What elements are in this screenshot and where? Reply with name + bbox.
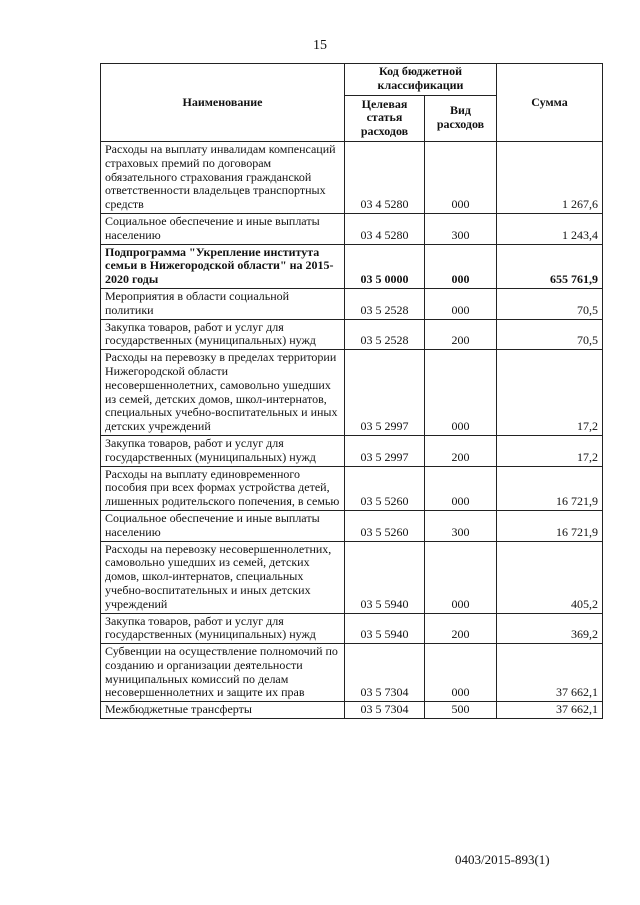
row-target-article: 03 4 5280 <box>345 213 425 244</box>
row-expense-type: 300 <box>425 510 497 541</box>
row-sum: 1 243,4 <box>497 213 603 244</box>
table-row <box>101 288 603 319</box>
row-sum: 17,2 <box>497 350 603 436</box>
table-row <box>101 350 603 436</box>
row-name: Закупка товаров, работ и услуг для государственных (муниципальных) нужд <box>101 435 345 466</box>
row-sum: 655 761,9 <box>497 244 603 288</box>
row-sum: 1 267,6 <box>497 142 603 214</box>
row-target-article: 03 5 2528 <box>345 319 425 350</box>
row-name: Социальное обеспечение и иные выплаты населению <box>101 213 345 244</box>
header-name: Наименование <box>101 64 345 142</box>
row-expense-type: 000 <box>425 288 497 319</box>
row-expense-type: 000 <box>425 466 497 510</box>
table-row <box>101 702 603 719</box>
row-target-article: 03 5 5940 <box>345 613 425 644</box>
row-expense-type: 200 <box>425 435 497 466</box>
budget-table <box>100 63 603 719</box>
row-name: Расходы на выплату единовременного пособия при всех формах устройства детей, лишенных родительского попечения, в семью <box>101 466 345 510</box>
row-expense-type: 200 <box>425 319 497 350</box>
row-expense-type: 000 <box>425 541 497 613</box>
row-expense-type: 500 <box>425 702 497 719</box>
table-row <box>101 435 603 466</box>
row-target-article: 03 5 5260 <box>345 466 425 510</box>
row-expense-type: 000 <box>425 142 497 214</box>
row-name: Закупка товаров, работ и услуг для государственных (муниципальных) нужд <box>101 319 345 350</box>
header-sum: Сумма <box>497 64 603 142</box>
table-row <box>101 244 603 288</box>
row-sum: 17,2 <box>497 435 603 466</box>
row-target-article: 03 5 2997 <box>345 350 425 436</box>
row-sum: 16 721,9 <box>497 466 603 510</box>
table-row <box>101 213 603 244</box>
row-sum: 16 721,9 <box>497 510 603 541</box>
table-body <box>101 142 603 719</box>
row-target-article: 03 5 0000 <box>345 244 425 288</box>
table-row <box>101 142 603 214</box>
table-row <box>101 644 603 702</box>
row-sum: 37 662,1 <box>497 644 603 702</box>
row-expense-type: 000 <box>425 350 497 436</box>
header-target-article: Целевая статья расходов <box>345 95 425 141</box>
table-row <box>101 613 603 644</box>
table-row <box>101 541 603 613</box>
row-target-article: 03 5 7304 <box>345 702 425 719</box>
page-number: 15 <box>313 38 327 53</box>
row-name: Расходы на перевозку в пределах территории Нижегородской области несовершеннолетних, самовольно ушедших из семей, детских домов, школ-интернатов, специальных учебно-воспитательных и иных детских учреждений <box>101 350 345 436</box>
header-expense-type: Вид расходов <box>425 95 497 141</box>
row-expense-type: 300 <box>425 213 497 244</box>
row-sum: 37 662,1 <box>497 702 603 719</box>
row-name: Мероприятия в области социальной политики <box>101 288 345 319</box>
row-name: Расходы на выплату инвалидам компенсаций страховых премий по договорам обязательного страхования гражданской ответственности владельцев транспортных средств <box>101 142 345 214</box>
row-expense-type: 000 <box>425 644 497 702</box>
row-sum: 405,2 <box>497 541 603 613</box>
header-code-group: Код бюджетной классификации <box>345 64 497 96</box>
row-target-article: 03 5 5260 <box>345 510 425 541</box>
table-row <box>101 319 603 350</box>
row-name: Социальное обеспечение и иные выплаты населению <box>101 510 345 541</box>
row-expense-type: 000 <box>425 244 497 288</box>
row-target-article: 03 5 7304 <box>345 644 425 702</box>
row-sum: 369,2 <box>497 613 603 644</box>
row-target-article: 03 5 5940 <box>345 541 425 613</box>
row-name: Межбюджетные трансферты <box>101 702 345 719</box>
row-sum: 70,5 <box>497 288 603 319</box>
document-code: 0403/2015-893(1) <box>455 852 550 867</box>
row-sum: 70,5 <box>497 319 603 350</box>
row-name: Закупка товаров, работ и услуг для государственных (муниципальных) нужд <box>101 613 345 644</box>
row-name: Расходы на перевозку несовершеннолетних, самовольно ушедших из семей, детских домов, школ-интернатов, специальных учебно-воспитательных и иных детских учреждений <box>101 541 345 613</box>
row-target-article: 03 5 2997 <box>345 435 425 466</box>
table-row <box>101 510 603 541</box>
row-target-article: 03 5 2528 <box>345 288 425 319</box>
row-target-article: 03 4 5280 <box>345 142 425 214</box>
row-name: Субвенции на осуществление полномочий по созданию и организации деятельности муниципальных комиссий по делам несовершеннолетних и защите их прав <box>101 644 345 702</box>
row-expense-type: 200 <box>425 613 497 644</box>
table-row <box>101 466 603 510</box>
row-name: Подпрограмма "Укрепление института семьи в Нижегородской области" на 2015-2020 годы <box>101 244 345 288</box>
